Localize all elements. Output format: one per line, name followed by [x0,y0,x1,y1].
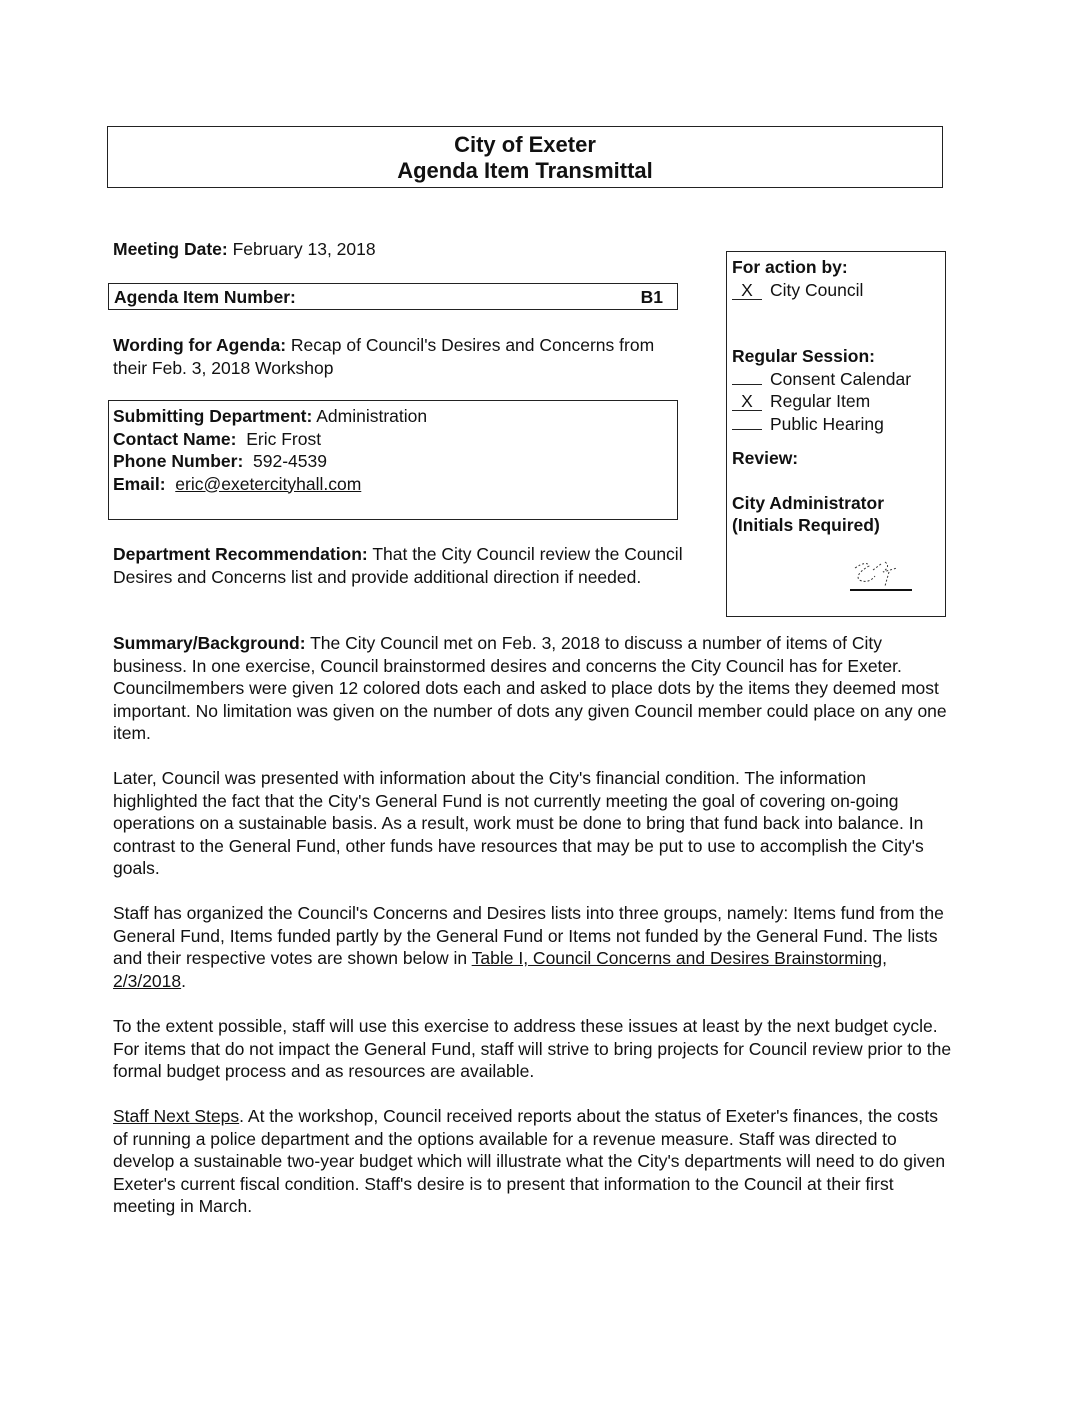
department-label: Submitting Department: [113,406,313,426]
wording-value: Recap of Council's Desires and Concerns from their Feb. 3, 2018 Workshop [113,335,655,378]
session-option-label: Consent Calendar [770,368,912,389]
next-steps-paragraph [113,1105,953,1218]
meeting-date-value: February 13, 2018 [232,239,376,259]
signature-line [850,589,912,591]
phone-row [113,450,677,473]
staff-text-end: . [181,970,186,991]
document-header [107,126,943,188]
summary-text: The City Council met on Feb. 3, 2018 to discuss a number of items of City business. In one exercise, Council brainstormed desires and concerns the City Council has for Exeter. Councilmembers were given 12 colored dots each and asked to place dots by the items they deemed most important. No limitation was given on the number of dots any given Council member could place on any one item. [113,633,947,743]
action-value: City Council [770,279,864,300]
session-label: Regular Session: [732,346,875,366]
extent-text: To the extent possible, staff will use this exercise to address these issues at least by the next budget cycle. For items that do not impact the General Fund, staff will strive to bring projects for Council review prior to the formal budget process and as resources are available. [113,1016,952,1081]
city-title: City of Exeter [454,132,596,157]
financial-paragraph [113,767,953,880]
contact-name-value: Eric Frost [246,428,322,449]
session-option-label: Regular Item [770,391,871,411]
department-recommendation [113,543,713,588]
staff-text: Staff has organized the Council's Concerns and Desires lists into three groups, namely: Items fund from the General Fund, Items funded partly by the General Fund or Items not funded by the General Fund. The lists and their respective votes are shown below in [113,903,944,968]
table-reference-link[interactable]: Table I, Council Concerns and Desires Brainstorming, 2/3/2018 [113,948,887,991]
extent-paragraph [113,1015,953,1083]
session-option [732,368,945,391]
summary-paragraph [113,632,953,745]
email-label: Email: [113,473,166,494]
agenda-item-number-value: B1 [640,287,663,307]
session-checkmark [732,429,762,430]
session-option [732,413,945,436]
action-label: For action by: [732,257,848,277]
contact-info-box [108,400,678,520]
administrator-label: City Administrator [732,492,885,513]
agenda-wording [113,334,693,379]
session-checkmark: X [732,392,762,411]
session-checkmark [732,384,762,385]
email-link[interactable]: eric@exetercityhall.com [175,473,362,494]
department-value: Administration [316,406,428,426]
review-label: Review: [732,448,799,468]
contact-name-row [113,428,677,451]
staff-organization-paragraph [113,902,953,992]
meeting-date: Meeting Date: February 13, 2018 [113,239,376,259]
action-city-council [732,279,945,302]
phone-label: Phone Number: [113,451,244,471]
agenda-item-number-label: Agenda Item Number: [114,287,296,307]
next-steps-label: Staff Next Steps [113,1106,240,1126]
agenda-item-number [108,283,678,310]
signature-initials-icon [845,554,915,590]
session-option [732,390,945,413]
recommendation-label: Department Recommendation: [113,544,368,564]
action-sidebar [726,251,946,617]
summary-label: Summary/Background: [113,633,306,653]
department-row [113,405,677,428]
session-option-label: Public Hearing [770,413,884,434]
recommendation-value: That the City Council review the Council Desires and Concerns list and provide additional direction if needed. [113,544,683,587]
contact-name-label: Contact Name: [113,428,237,449]
meeting-date-label: Meeting Date [113,239,222,259]
next-steps-text: . At the workshop, Council received reports about the status of Exeter's finances, the costs of running a police department and the options available for a revenue measure. Staff was directed to develop a sustainable two-year budget which will illustrate what the City's departments will need to do given Exeter's current fiscal condition. Staff's desire is to present that information to the Council at their first meeting in March. [113,1106,946,1216]
phone-value: 592-4539 [253,451,327,471]
financial-text: Later, Council was presented with information about the City's financial condition. The information highlighted the fact that the City's General Fund is not currently meeting the goal of covering on-going operations on a sustainable basis. As a result, work must be done to bring that fund back into balance. In contrast to the General Fund, other funds have resources that may be put to use to accomplish the City's goals. [113,768,924,878]
document-title: Agenda Item Transmittal [397,158,653,183]
email-row [113,473,677,496]
wording-label: Wording for Agenda: [113,335,287,355]
initials-label: (Initials Required) [732,515,880,535]
action-checkmark: X [732,281,762,300]
